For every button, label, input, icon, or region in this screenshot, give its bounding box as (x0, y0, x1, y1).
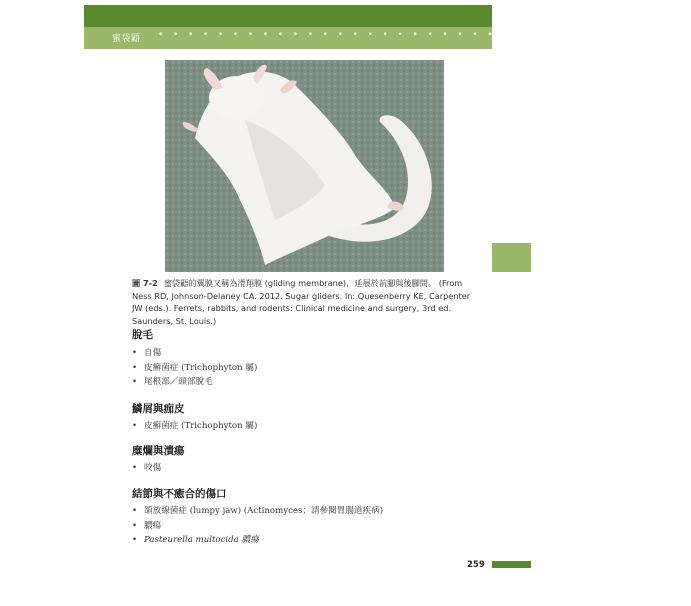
page-number-bar (492, 561, 531, 568)
list-item: • 自傷 (132, 348, 162, 358)
figure-caption-text: 蜜袋鼯的翼膜又稱為滑翔膜 (gliding membrane)，延展於前腳與後腳間。 (From Ness RD, Johnson-Delaney CA. 2012. Sugar gliders. In: Quesenberry KE, Carpenter JW (eds.). Ferrets, rabbits, and rodents: Clinical medicine and surgery, 3rd ed. Saunders, St. Louis.) (132, 278, 471, 326)
section-list-nodules (132, 504, 383, 548)
section-list-alopecia (132, 346, 257, 390)
section-list-erosion (132, 461, 161, 476)
chapter-number: 7 (542, 20, 564, 60)
list-item: • 膿瘍 (132, 520, 162, 531)
chapter-title: 蜜袋鼯 (112, 34, 141, 44)
figure-label: 圖 7-2 (132, 278, 158, 288)
section-title-nodules: 結節與不癒合的傷口 (132, 488, 227, 500)
sugar-glider-photo (165, 60, 444, 272)
list-item: • 咬傷 (132, 463, 162, 473)
section-title-alopecia: 脫毛 (132, 329, 153, 341)
list-item: • 尾根部／頭部脫毛 (132, 377, 213, 387)
list-item: • 頜放線菌症 (lumpy jaw) (Actinomyces；請參閱胃腸道疾病) (132, 506, 384, 516)
figure-caption (132, 277, 482, 327)
side-tab (492, 243, 531, 272)
section-list-scales (132, 419, 257, 434)
list-item: • 皮癬菌症 (Trichophyton 屬) (132, 362, 258, 373)
list-item: • 皮癬菌症 (Trichophyton 屬) (132, 421, 258, 431)
section-title-scales: 鱗屑與痂皮 (132, 403, 185, 415)
header-dots: • • • • • • • • • • • • • • • • • • • • • • • • • • • • • • • • • • • • (158, 30, 691, 40)
section-title-erosion: 糜爛與潰瘍 (132, 445, 185, 457)
chapter-header (84, 5, 691, 60)
header-top-bar (84, 5, 492, 27)
list-item: • Pasteurella multocida 膿瘍 (132, 535, 259, 545)
page-number: 259 (467, 560, 485, 570)
